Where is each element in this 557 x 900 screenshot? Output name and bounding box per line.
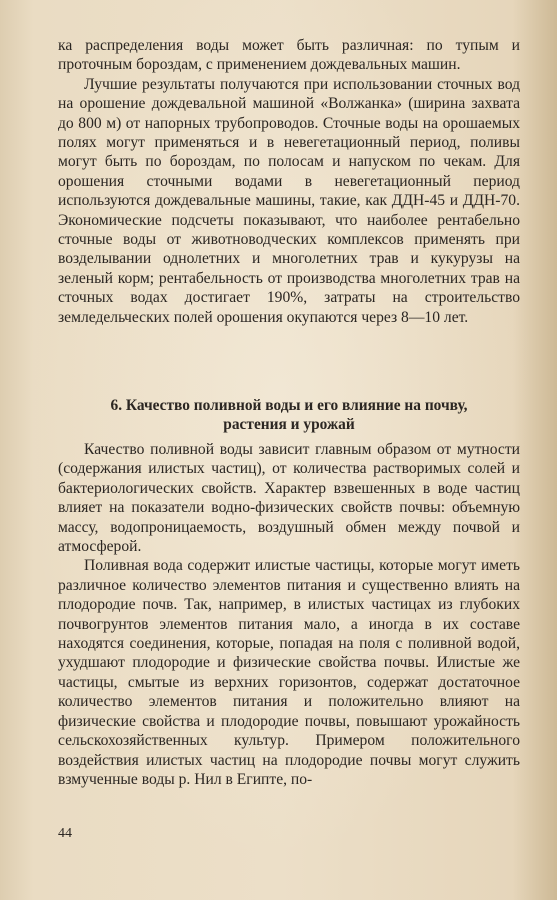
paragraph: Поливная вода содержит илистые частицы, которые могут иметь различное количество элементов питания и существенно влиять на плодородие почв. Так, например, в илистых частицах из глубоких почвогрунтов элементов питания мало, а иногда в их составе находятся соединения, которые, попадая на поля с поливной водой, ухудшают плодородие и физические свойства почвы. Илистые же частицы, смытые из верхних горизонтов, содержат достаточное количество элементов питания и положительно влияют на физические свойства и плодородие почвы, повышают урожайность сельскохозяйственных культур. Примером положительного воздействия илистых частиц на плодородие почвы могут служить взмученные воды р. Нил в Египте, по- [58, 557, 520, 788]
section-heading-line: растения и урожай [223, 416, 355, 433]
paragraph: Лучшие результаты получаются при использовании сточных вод на орошение дождевальной машиной «Волжанка» (ширина захвата до 800 м) от напорных трубопроводов. Сточные воды на орошаемых полях могут применяться и в невегетационный период, поливы могут быть по бороздам, по полосам и напуском по чекам. Для орошения сточными водами в невегетационный период используются дождевальные машины, такие, как ДДН-45 и ДДН-70. Экономические подсчеты показывают, что наиболее рентабельно сточные воды от животноводческих комплексов применять при возделывании однолетних и многолетних трав и кукурузы на зеленый корм; рентабельность от производства многолетних трав на сточных водах достигает 190%, затраты на строительство земледельческих полей орошения окупаются через 8—10 лет. [58, 75, 520, 326]
section-heading [58, 396, 520, 434]
top-text-block [58, 36, 520, 327]
section-heading-line: 6. Качество поливной воды и его влияние на почву, [110, 397, 468, 414]
paragraph: Качество поливной воды зависит главным образом от мутности (содержания илистых частиц), от количества растворимых солей и бактериологических свойств. Характер взвешенных в воде частиц влияет на показатели водно-физических свойств почвы: объемную массу, водопроницаемость, воздушный обмен между почвой и атмосферой. [58, 441, 520, 556]
page-number: 44 [58, 826, 72, 841]
paragraph: ка распределения воды может быть различная: по тупым и проточным бороздам, с применением дождевальных машин. [58, 37, 520, 74]
bottom-text-block [58, 440, 520, 789]
